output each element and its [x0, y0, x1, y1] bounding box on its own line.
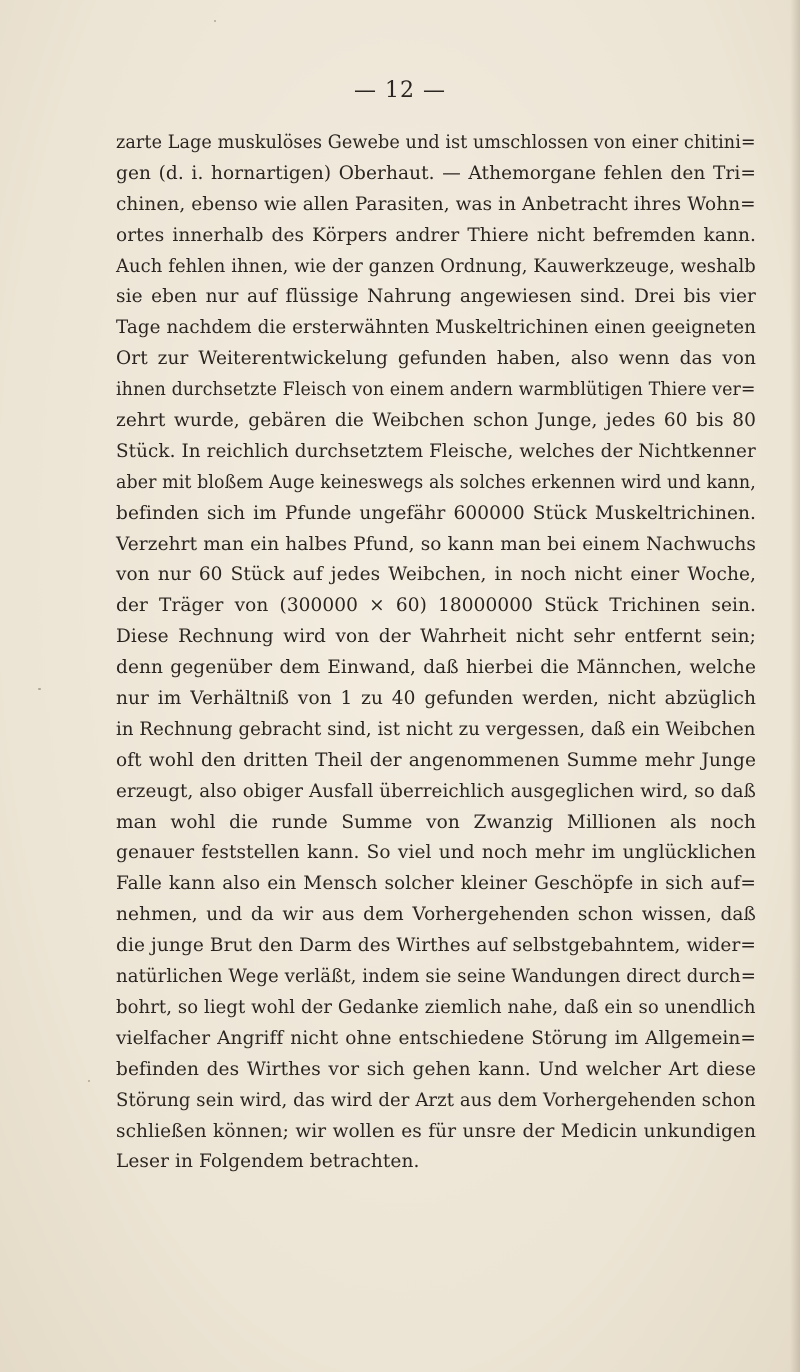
text-line: denn gegenüber dem Einwand, daß hierbei die Männchen, welche — [116, 657, 756, 679]
text-line: vielfacher Angriff nicht ohne entschiedene Störung im Allgemein= — [116, 1027, 756, 1049]
text-line: nur im Verhältniß von 1 zu 40 gefunden werden, nicht abzüglich — [116, 688, 756, 710]
text-line: genauer feststellen kann. So viel und noch mehr im unglücklichen — [116, 842, 756, 864]
text-line: zehrt wurde, gebären die Weibchen schon Junge, jedes 60 bis 80 — [116, 410, 756, 432]
text-line: Leser in Folgendem betrachten. — [116, 1151, 420, 1173]
text-line: ihnen durchsetzte Fleisch von einem andern warmblütigen Thiere ver= — [116, 379, 756, 401]
paper-speck — [38, 688, 41, 690]
text-line: Diese Rechnung wird von der Wahrheit nicht sehr entfernt sein; — [116, 626, 756, 648]
body-text — [116, 128, 756, 1178]
paper-speck — [214, 20, 216, 22]
text-line: Ort zur Weiterentwickelung gefunden haben, also wenn das von — [116, 348, 756, 370]
text-line: oft wohl den dritten Theil der angenommenen Summe mehr Junge — [116, 749, 756, 771]
paper-speck — [88, 1080, 90, 1082]
text-line: ortes innerhalb des Körpers andrer Thiere nicht befremden kann. — [116, 224, 756, 246]
text-line: Auch fehlen ihnen, wie der ganzen Ordnung, Kauwerkzeuge, weshalb — [116, 255, 756, 277]
text-line: Stück. In reichlich durchsetztem Fleische, welches der Nichtkenner — [116, 440, 756, 462]
text-line: nehmen, und da wir aus dem Vorhergehenden schon wissen, daß — [116, 904, 756, 926]
text-line: erzeugt, also obiger Ausfall überreichlich ausgeglichen wird, so daß — [116, 780, 756, 802]
text-line: man wohl die runde Summe von Zwanzig Millionen als noch — [116, 811, 756, 833]
text-line: Störung sein wird, das wird der Arzt aus dem Vorhergehenden schon — [116, 1089, 756, 1111]
text-line: der Träger von (300000 × 60) 18000000 Stück Trichinen sein. — [116, 595, 756, 617]
text-line: gen (d. i. hornartigen) Oberhaut. — Athemorgane fehlen den Tri= — [116, 162, 756, 184]
text-line: befinden des Wirthes vor sich gehen kann. Und welcher Art diese — [116, 1058, 756, 1080]
text-line: sie eben nur auf flüssige Nahrung angewiesen sind. Drei bis vier — [116, 286, 756, 308]
text-line: die junge Brut den Darm des Wirthes auf selbstgebahntem, wider= — [116, 935, 756, 957]
text-line: schließen können; wir wollen es für unsre der Medicin unkundigen — [116, 1120, 756, 1142]
text-line: befinden sich im Pfunde ungefähr 600000 Stück Muskeltrichinen. — [116, 502, 756, 524]
text-line: in Rechnung gebracht sind, ist nicht zu vergessen, daß ein Weibchen — [116, 718, 756, 740]
text-line: Verzehrt man ein halbes Pfund, so kann man bei einem Nachwuchs — [116, 533, 756, 555]
text-line: chinen, ebenso wie allen Parasiten, was in Anbetracht ihres Wohn= — [116, 193, 756, 215]
text-line: natürlichen Wege verläßt, indem sie seine Wandungen direct durch= — [116, 966, 756, 988]
page-number: — 12 — — [354, 78, 446, 103]
text-line: bohrt, so liegt wohl der Gedanke ziemlich nahe, daß ein so unendlich — [116, 996, 756, 1018]
text-line: Tage nachdem die ersterwähnten Muskeltrichinen einen geeigneten — [116, 317, 756, 339]
text-line: zarte Lage muskulöses Gewebe und ist umschlossen von einer chitini= — [116, 132, 756, 153]
text-line: aber mit bloßem Auge keineswegs als solches erkennen wird und kann, — [116, 471, 756, 493]
text-line: von nur 60 Stück auf jedes Weibchen, in noch nicht einer Woche, — [116, 564, 756, 586]
text-line: Falle kann also ein Mensch solcher kleiner Geschöpfe in sich auf= — [116, 873, 756, 895]
page-edge-shadow — [790, 0, 800, 1372]
